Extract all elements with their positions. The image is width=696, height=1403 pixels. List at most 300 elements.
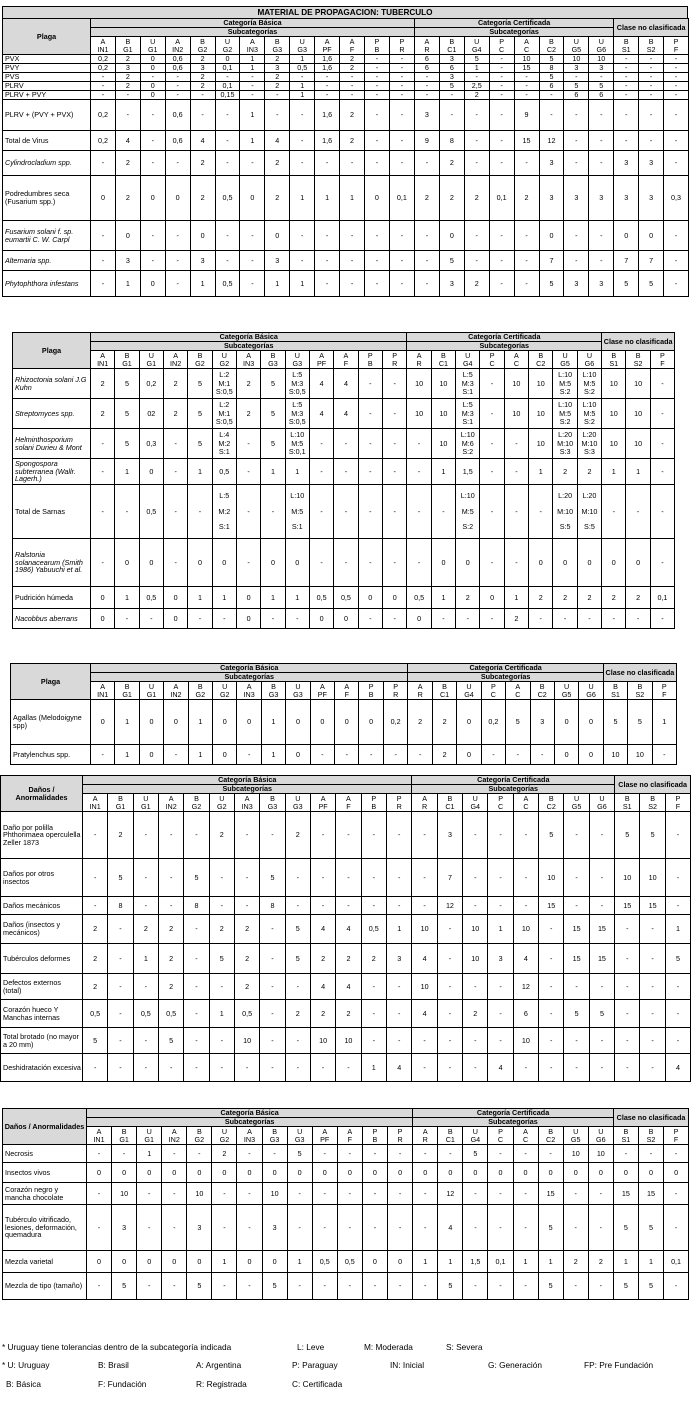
column-subcategory-code: G1 (147, 44, 158, 54)
column-country-code: U (224, 36, 231, 46)
tolerance-cell: 0,5 (361, 915, 386, 944)
tolerance-cell: - (382, 485, 407, 539)
tolerance-cell: 10 (563, 1145, 588, 1163)
tolerance-cell: - (464, 221, 489, 251)
header-subcategorias: Subcategorías (91, 342, 407, 351)
severity-value: M:2 (218, 506, 231, 516)
row-label: Spongospora subterranea (Wallr. Lagerh.) (13, 459, 91, 485)
tolerance-cell: 2 (209, 812, 234, 859)
tolerance-cell: - (315, 151, 340, 176)
column-subcategory-code: R (424, 44, 430, 54)
header-categoria-basica: Categoría Básica (91, 664, 408, 673)
tolerance-cell: 10 (187, 1183, 212, 1205)
tolerance-cell: - (664, 64, 689, 73)
column-country-code: A (319, 350, 325, 360)
tolerance-cell: 5 (638, 1273, 663, 1300)
column-country-code: A (320, 793, 326, 803)
tolerance-cell: - (240, 271, 265, 297)
tolerance-cell: - (361, 1028, 386, 1054)
tolerance-cell: 6 (439, 64, 464, 73)
table-row (1, 812, 691, 859)
column-header (579, 682, 603, 700)
tolerance-cell: 1 (115, 271, 140, 297)
column-country-code: U (465, 350, 471, 360)
severity-value: L:5 (292, 400, 303, 410)
tolerance-cell: - (215, 221, 240, 251)
header-clase-no-clasificada: Clase no clasificada (614, 19, 689, 37)
tolerance-cell: 0 (310, 700, 334, 745)
tolerance-cell: 0,3 (139, 429, 163, 459)
tolerance-cell: 2 (190, 151, 215, 176)
tolerance-cell: - (480, 429, 504, 459)
column-country-code: P (374, 36, 380, 46)
severity-value: L:10 (290, 430, 305, 440)
column-country-code: B (441, 350, 446, 360)
tolerance-cell: 0,5 (83, 1000, 108, 1028)
tolerance-cell: - (514, 251, 539, 271)
column-subcategory-code: IN3 (243, 358, 255, 368)
column-header (237, 1127, 262, 1145)
tolerance-cell: - (315, 73, 340, 82)
tolerance-cell: - (514, 91, 539, 100)
tolerance-cell: - (513, 1145, 538, 1163)
tolerance-cell: - (489, 221, 514, 251)
column-country-code: B (121, 1126, 127, 1136)
tolerance-cell: 0 (480, 587, 504, 609)
tolerance-cell: - (650, 609, 674, 629)
tolerance-cell: 0 (457, 745, 481, 765)
column-header (286, 682, 310, 700)
tolerance-cell: 2 (414, 176, 439, 221)
tolerance-cell: - (664, 82, 689, 91)
tolerance-cell: - (488, 812, 513, 859)
tolerance-cell: - (188, 485, 212, 539)
tolerance-cell: - (639, 73, 664, 82)
column-country-code: U (295, 681, 301, 691)
tolerance-cell: 10 (589, 55, 614, 64)
tolerance-cell: - (364, 221, 389, 251)
column-country-code: P (393, 681, 399, 691)
column-subcategory-code: G4 (470, 1134, 481, 1144)
tolerance-cell: - (539, 915, 564, 944)
column-subcategory-code: IN3 (243, 1134, 256, 1144)
tolerance-cell: - (336, 859, 361, 897)
column-header (577, 351, 601, 369)
column-subcategory-code: G3 (293, 689, 303, 699)
column-header (187, 1127, 212, 1145)
tolerance-cell: 0 (91, 609, 115, 629)
column-country-code: B (270, 350, 276, 360)
tolerance-cell: 0 (362, 1163, 387, 1183)
tolerance-cell (285, 429, 309, 459)
tolerance-cell: - (215, 73, 240, 82)
tolerance-cell: - (489, 251, 514, 271)
tolerance-cell: - (639, 64, 664, 73)
column-subcategory-code: B (368, 689, 374, 699)
tolerance-cell: - (437, 944, 462, 974)
tolerance-cell: - (337, 1273, 362, 1300)
tolerance-cell: 0 (413, 1163, 438, 1183)
severity-value: M:2 (218, 438, 231, 448)
tolerance-cell: - (539, 100, 564, 131)
severity-value: L:10 (460, 430, 475, 440)
tolerance-cell: 2 (553, 459, 577, 485)
tolerance-cell: 5 (539, 73, 564, 82)
column-country-code: A (514, 350, 519, 360)
table-row (13, 539, 675, 587)
tolerance-cell: - (340, 271, 365, 297)
tolerance-cell: 0 (162, 1163, 187, 1183)
tolerance-cell: 1 (115, 700, 139, 745)
column-subcategory-code: PF (317, 358, 327, 368)
tolerance-cell: 1 (285, 587, 309, 609)
column-subcategory-code: G1 (123, 44, 133, 54)
tolerance-cell: 1 (513, 1251, 538, 1273)
tolerance-cell: 0,5 (290, 64, 315, 73)
column-header (539, 794, 564, 812)
tolerance-cell: - (364, 151, 389, 176)
column-country-code: A (347, 1126, 353, 1136)
tolerance-cell (212, 369, 236, 399)
column-subcategory-code: S2 (648, 801, 658, 811)
table-row (1, 1000, 691, 1028)
tolerance-cell: 4 (336, 915, 361, 944)
tolerance-cell: - (158, 859, 183, 897)
column-subcategory-code: G4 (470, 801, 481, 811)
tolerance-cell: - (209, 897, 234, 915)
column-header (310, 794, 335, 812)
column-header (133, 794, 158, 812)
header-subcategorias: Subcategorías (412, 785, 615, 794)
legend-certificada: C: Certificada (292, 1379, 343, 1389)
tolerance-cell: 0 (613, 1163, 638, 1183)
tolerance-cell: - (665, 1028, 690, 1054)
severity-value: L:2 (219, 400, 230, 410)
tolerance-cell: - (361, 812, 386, 859)
tolerance-cell: - (480, 399, 504, 429)
column-header (382, 351, 407, 369)
severity-value: L:4 (219, 430, 230, 440)
column-subcategory-code: C1 (438, 358, 449, 368)
tolerance-cell: 1 (361, 1054, 386, 1082)
tolerance-cell: - (91, 91, 116, 100)
tolerance-cell: - (382, 609, 407, 629)
tolerance-cell: 0,6 (165, 131, 190, 151)
tolerance-cell: 5 (83, 1028, 108, 1054)
tolerance-cell: - (387, 1183, 412, 1205)
column-header (480, 351, 504, 369)
column-subcategory-code: R (417, 689, 423, 699)
column-subcategory-code: C (498, 801, 504, 811)
column-header (312, 1127, 337, 1145)
tolerance-cell: 1 (261, 459, 285, 485)
tolerance-cell: 0 (91, 700, 115, 745)
tolerance-cell: - (315, 82, 340, 91)
tolerance-cell: - (386, 974, 412, 1000)
column-header (364, 37, 389, 55)
tolerance-cell: - (602, 609, 626, 629)
tolerance-cell: 4 (438, 1205, 463, 1251)
severity-value: S:3 (584, 447, 595, 457)
severity-value: S:1 (462, 417, 474, 427)
tolerance-cell: - (137, 1205, 162, 1251)
column-subcategory-code: C (490, 689, 496, 699)
tolerance-cell: - (480, 459, 504, 485)
tolerance-cell: - (615, 974, 640, 1000)
tolerance-cell: 2 (190, 73, 215, 82)
tolerance-cell: - (489, 131, 514, 151)
column-country-code: U (573, 36, 579, 46)
tolerance-cell: - (240, 91, 265, 100)
tolerance-cell: 0 (140, 91, 165, 100)
column-subcategory-code: IN2 (172, 44, 184, 54)
tolerance-cell: - (184, 812, 209, 859)
tolerance-cell: 0 (286, 745, 310, 765)
tolerance-cell: 1 (212, 587, 236, 609)
tolerance-cell: 5 (158, 1028, 183, 1054)
tolerance-cell: 0,3 (664, 176, 689, 221)
tolerance-cell: 5 (539, 271, 564, 297)
column-subcategory-code: F (349, 44, 355, 54)
column-header (529, 351, 553, 369)
tolerance-cell: - (626, 609, 650, 629)
tolerance-cell: 0 (334, 609, 358, 629)
tolerance-cell: 5 (638, 1205, 663, 1251)
tolerance-cell: 0 (538, 1163, 563, 1183)
tolerance-cell: - (237, 1183, 262, 1205)
column-header (240, 37, 265, 55)
tolerance-cell: - (285, 609, 309, 629)
tolerance-cell: 0 (614, 221, 639, 251)
column-country-code: P (371, 793, 377, 803)
tolerance-cell: - (334, 429, 358, 459)
tolerance-cell: - (91, 82, 116, 91)
severity-value: S:1 (218, 447, 230, 457)
severity-value: M:1 (218, 408, 231, 418)
tolerance-cell: - (234, 1054, 259, 1082)
table-row (1, 1028, 691, 1054)
tolerance-cell: 0 (115, 221, 140, 251)
header-subcategorias: Subcategorías (91, 673, 408, 682)
tolerance-cell: 3 (564, 176, 589, 221)
column-country-code: U (219, 793, 225, 803)
tolerance-cell: 0 (87, 1251, 112, 1273)
column-subcategory-code: G3 (294, 1134, 305, 1144)
table-row (3, 1183, 689, 1205)
tolerance-cell: 5 (438, 1273, 463, 1300)
tolerance-cell: - (615, 944, 640, 974)
tolerance-cell: 1 (431, 459, 455, 485)
tolerance-cell: 0 (539, 221, 564, 251)
tolerance-cell: 0 (163, 587, 187, 609)
column-country-code: B (274, 36, 280, 46)
header-clase-no-clasificada: Clase no clasificada (613, 1109, 688, 1127)
tolerance-cell: 10 (564, 55, 589, 64)
row-label: Daños por otros insectos (1, 859, 83, 897)
tolerance-cell: - (382, 459, 407, 485)
tolerance-cell: 10 (529, 429, 553, 459)
tolerance-cell: - (414, 221, 439, 251)
severity-value: S:0,1 (288, 447, 306, 457)
tolerance-cell: 3 (614, 151, 639, 176)
column-header (513, 1127, 538, 1145)
tolerance-cell: 0 (362, 1251, 387, 1273)
column-subcategory-code: G2 (222, 44, 233, 54)
severity-value: M:5 (559, 408, 572, 418)
tolerance-cell: - (463, 974, 488, 1000)
tolerance-cell: 0 (588, 1163, 613, 1183)
column-country-code: U (562, 350, 568, 360)
column-header (139, 682, 163, 700)
column-header (665, 794, 690, 812)
tolerance-cell: - (513, 897, 538, 915)
tolerance-cell: 3 (115, 251, 140, 271)
tolerance-cell: 0 (287, 1163, 312, 1183)
tolerance-cell: - (309, 459, 333, 485)
severity-breakdown (457, 371, 478, 396)
tolerance-cell: - (414, 73, 439, 82)
tolerance-cell: 3 (112, 1205, 137, 1251)
tolerance-cell: 0,2 (91, 131, 116, 151)
tolerance-cell: - (386, 1028, 412, 1054)
tolerance-cell: - (539, 1028, 564, 1054)
tolerance-cell: - (664, 151, 689, 176)
tolerance-cell: 0,2 (481, 700, 505, 745)
tolerance-cell: - (312, 1145, 337, 1163)
table-row (13, 587, 675, 609)
column-country-code: U (297, 1126, 303, 1136)
tolerance-cell: - (310, 1054, 335, 1082)
column-subcategory-code: S1 (622, 801, 632, 811)
tolerance-cell: 0 (364, 176, 389, 221)
tolerance-cell: - (480, 539, 504, 587)
tolerance-cell: 8 (108, 897, 133, 915)
column-subcategory-code: G5 (560, 358, 570, 368)
tolerance-cell: - (650, 485, 674, 539)
severity-value: L:10 (558, 400, 573, 410)
column-header (639, 37, 664, 55)
tolerance-cell: - (315, 251, 340, 271)
column-subcategory-code: IN2 (168, 1134, 180, 1144)
tolerance-cell: - (261, 485, 285, 539)
column-country-code: A (319, 681, 325, 691)
table-row (13, 429, 675, 459)
header-subcategorias: Subcategorías (414, 28, 613, 37)
tolerance-cell: 0,5 (407, 587, 431, 609)
tolerance-cell: - (615, 1000, 640, 1028)
tolerance-cell: 1 (212, 1251, 237, 1273)
tolerance-cell: - (513, 1273, 538, 1300)
tolerance-cell: 0,1 (664, 1251, 689, 1273)
tolerance-cell: - (83, 812, 108, 859)
legend-paraguay: P: Paraguay (292, 1360, 338, 1370)
tolerance-cell: - (108, 1028, 133, 1054)
column-country-code: B (449, 36, 455, 46)
tolerance-cell: - (514, 82, 539, 91)
column-country-code: U (598, 36, 604, 46)
tolerance-cell: - (236, 485, 260, 539)
tolerance-cell: 0 (387, 1163, 412, 1183)
row-label: Agallas (Melodoigyne spp) (11, 700, 91, 745)
tolerance-cell: - (261, 609, 285, 629)
tolerance-cell: - (184, 915, 209, 944)
tolerance-cell: - (664, 100, 689, 131)
tolerance-cell: 0,2 (139, 369, 163, 399)
tolerance-cell: 0 (240, 176, 265, 221)
tolerance-cell: 3 (564, 271, 589, 297)
tolerance-cell: - (389, 131, 414, 151)
column-header (315, 37, 340, 55)
tolerance-cell: - (162, 1205, 187, 1251)
tolerance-cell: - (386, 1000, 412, 1028)
severity-breakdown (579, 492, 600, 531)
column-country-code: A (324, 36, 330, 46)
row-header-title: Plaga (13, 333, 91, 369)
column-country-code: A (249, 36, 255, 46)
column-header (538, 1127, 563, 1145)
tolerance-cell: 2 (265, 55, 290, 64)
header-categoria-certificada: Categoría Certificada (413, 1109, 614, 1118)
tolerance-cell: 1 (529, 459, 553, 485)
table-row (3, 73, 689, 82)
tolerance-cell: 0 (626, 539, 650, 587)
tolerance-cell: 10 (504, 369, 528, 399)
tolerance-cell: 0 (335, 700, 359, 745)
tolerance-cell: 5 (115, 369, 139, 399)
table-row (11, 745, 677, 765)
tolerance-cell (577, 369, 601, 399)
tolerance-cell: - (614, 131, 639, 151)
tolerance-cell: 0 (212, 539, 236, 587)
tolerance-cell: 1 (287, 1251, 312, 1273)
tolerance-cell: - (564, 131, 589, 151)
tolerance-cell: 3 (265, 251, 290, 271)
tolerance-cell: - (115, 485, 139, 539)
tolerance-cell: 2 (158, 915, 183, 944)
tolerance-cell: - (237, 745, 261, 765)
tolerance-cell: 0 (265, 221, 290, 251)
row-label: Deshidratación excesiva (1, 1054, 83, 1082)
tolerance-cell: 1 (340, 176, 365, 221)
column-country-code: U (295, 793, 301, 803)
tolerance-cell: - (337, 1145, 362, 1163)
column-subcategory-code: IN2 (170, 358, 182, 368)
tolerance-cell: 2 (91, 399, 115, 429)
tolerance-cell: 10 (602, 429, 626, 459)
tolerance-cell: - (315, 271, 340, 297)
tolerance-cell: - (650, 459, 674, 485)
tolerance-cell: 0 (457, 700, 481, 745)
tolerance-cell: 2 (432, 700, 456, 745)
column-subcategory-code: G2 (219, 1134, 230, 1144)
row-header-title: Plaga (11, 664, 91, 700)
tolerance-cell: 0 (638, 1163, 663, 1183)
tolerance-cell: 1 (638, 1251, 663, 1273)
column-header (489, 37, 514, 55)
column-header (91, 351, 115, 369)
column-country-code: B (548, 793, 554, 803)
tolerance-cell: - (664, 221, 689, 251)
column-country-code: A (422, 793, 428, 803)
tolerance-cell: - (184, 1028, 209, 1054)
tolerance-cell: 10 (412, 974, 437, 1000)
tolerance-cell: - (312, 1183, 337, 1205)
column-header (389, 37, 414, 55)
tolerance-cell: 5 (108, 859, 133, 897)
tolerance-cell: 1 (188, 745, 212, 765)
column-country-code: B (270, 793, 275, 803)
column-country-code: A (343, 350, 349, 360)
